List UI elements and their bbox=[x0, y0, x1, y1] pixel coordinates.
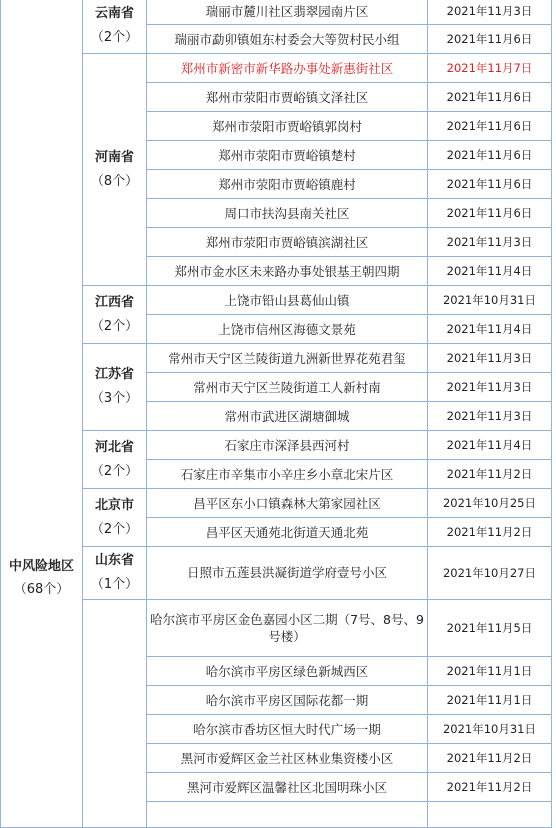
area-name-cell: 郑州市荥阳市贾峪镇楚村 bbox=[147, 141, 428, 170]
date-cell: 2021年10月27日 bbox=[428, 547, 552, 600]
date-cell: 2021年10月31日 bbox=[428, 715, 552, 744]
area-name-cell: 常州市天宁区兰陵街道九洲新世界花苑君玺 bbox=[147, 344, 428, 373]
area-name-cell: 常州市天宁区兰陵街道工人新村南 bbox=[147, 373, 428, 402]
date-cell: 2021年11月4日 bbox=[428, 257, 552, 286]
province-cell bbox=[83, 54, 147, 286]
region-name: 中风险地区 bbox=[8, 558, 74, 574]
region-count: （68个） bbox=[13, 581, 70, 597]
date-cell: 2021年11月6日 bbox=[428, 170, 552, 199]
province-name: 北京市 bbox=[94, 497, 134, 513]
area-name-cell: 郑州市新密市新华路办事处新惠街社区 bbox=[147, 54, 428, 83]
area-name-cell: 昌平区东小口镇森林大第家园社区 bbox=[147, 489, 428, 518]
province-cell bbox=[83, 600, 147, 828]
province-name: 云南省 bbox=[94, 5, 134, 21]
province-cell bbox=[83, 344, 147, 431]
area-name-cell: 日照市五莲县洪凝街道学府壹号小区 bbox=[147, 547, 428, 600]
table-row bbox=[1, 0, 552, 25]
area-name-cell: 郑州市金水区未来路办事处银基王朝四期 bbox=[147, 257, 428, 286]
province-cell bbox=[83, 286, 147, 344]
table-row bbox=[1, 600, 552, 657]
area-name-cell: 哈尔滨市香坊区恒大时代广场一期 bbox=[147, 715, 428, 744]
date-cell: 2021年11月2日 bbox=[428, 744, 552, 773]
date-cell: 2021年11月3日 bbox=[428, 228, 552, 257]
date-cell: 2021年11月3日 bbox=[428, 402, 552, 431]
area-name-cell: 常州市武进区湖塘御城 bbox=[147, 402, 428, 431]
province-count: （2个） bbox=[90, 521, 139, 537]
province-name: 山东省 bbox=[94, 553, 134, 568]
table-body bbox=[1, 0, 552, 828]
date-cell: 2021年11月6日 bbox=[428, 112, 552, 141]
area-name-cell: 哈尔滨市平房区国际花都一期 bbox=[147, 686, 428, 715]
province-cell bbox=[83, 547, 147, 600]
area-name-cell: 黑河市爱辉区金兰社区林业集资楼小区 bbox=[147, 744, 428, 773]
date-cell: 2021年11月6日 bbox=[428, 83, 552, 112]
province-count: （2个） bbox=[90, 463, 139, 479]
date-cell: 2021年11月6日 bbox=[428, 199, 552, 228]
province-count: （3个） bbox=[90, 391, 139, 406]
area-name-cell: 石家庄市辛集市小辛庄乡小章北宋片区 bbox=[147, 460, 428, 489]
table-row bbox=[1, 344, 552, 373]
table-row bbox=[1, 547, 552, 600]
province-count: （8个） bbox=[90, 173, 139, 189]
area-name-cell: 石家庄市深泽县西河村 bbox=[147, 431, 428, 460]
table-row bbox=[1, 286, 552, 315]
date-cell: 2021年11月6日 bbox=[428, 25, 552, 54]
area-name-cell: 上饶市信州区海德文景苑 bbox=[147, 315, 428, 344]
province-name: 江西省 bbox=[94, 294, 134, 310]
province-cell bbox=[83, 0, 147, 54]
area-name-cell: 郑州市荥阳市贾峪镇文泽社区 bbox=[147, 83, 428, 112]
region-cell bbox=[1, 0, 83, 828]
table-row bbox=[1, 54, 552, 83]
date-cell: 2021年11月1日 bbox=[428, 686, 552, 715]
area-name-cell: 哈尔滨市平房区绿色新城西区 bbox=[147, 657, 428, 686]
date-cell bbox=[428, 802, 552, 828]
area-name-cell: 周口市扶沟县南关社区 bbox=[147, 199, 428, 228]
date-cell: 2021年11月3日 bbox=[428, 373, 552, 402]
province-cell bbox=[83, 431, 147, 489]
date-cell: 2021年11月3日 bbox=[428, 344, 552, 373]
date-cell: 2021年11月5日 bbox=[428, 600, 552, 657]
date-cell: 2021年10月25日 bbox=[428, 489, 552, 518]
province-count: （1个） bbox=[90, 577, 139, 592]
date-cell: 2021年11月7日 bbox=[428, 54, 552, 83]
province-count: （2个） bbox=[90, 29, 139, 45]
area-name-cell bbox=[147, 802, 428, 828]
table-row bbox=[1, 431, 552, 460]
date-cell: 2021年11月3日 bbox=[428, 0, 552, 25]
date-cell: 2021年11月4日 bbox=[428, 315, 552, 344]
area-name-cell: 郑州市荥阳市贾峪镇郭岗村 bbox=[147, 112, 428, 141]
area-name-cell: 郑州市荥阳市贾峪镇滨湖社区 bbox=[147, 228, 428, 257]
area-name-cell: 哈尔滨市平房区金色嘉园小区二期（7号、8号、9号楼） bbox=[147, 600, 428, 657]
date-cell: 2021年11月4日 bbox=[428, 431, 552, 460]
date-cell: 2021年10月31日 bbox=[428, 286, 552, 315]
province-name: 河北省 bbox=[94, 439, 134, 455]
area-name-cell: 郑州市荥阳市贾峪镇鹿村 bbox=[147, 170, 428, 199]
province-cell bbox=[83, 489, 147, 547]
province-name: 江苏省 bbox=[94, 367, 134, 382]
area-name-cell: 黑河市爱辉区温馨社区北国明珠小区 bbox=[147, 773, 428, 802]
date-cell: 2021年11月6日 bbox=[428, 141, 552, 170]
area-name-cell: 瑞丽市麓川社区翡翠园南片区 bbox=[147, 0, 428, 25]
province-name: 河南省 bbox=[94, 149, 134, 165]
table-row bbox=[1, 489, 552, 518]
date-cell: 2021年11月2日 bbox=[428, 460, 552, 489]
province-count: （2个） bbox=[90, 318, 139, 334]
area-name-cell: 上饶市铅山县葛仙山镇 bbox=[147, 286, 428, 315]
area-name-cell: 昌平区天通苑北街道天通北苑 bbox=[147, 518, 428, 547]
date-cell: 2021年11月1日 bbox=[428, 657, 552, 686]
date-cell: 2021年11月2日 bbox=[428, 518, 552, 547]
area-name-cell: 瑞丽市勐卯镇姐东村委会大等贺村民小组 bbox=[147, 25, 428, 54]
date-cell: 2021年11月2日 bbox=[428, 773, 552, 802]
